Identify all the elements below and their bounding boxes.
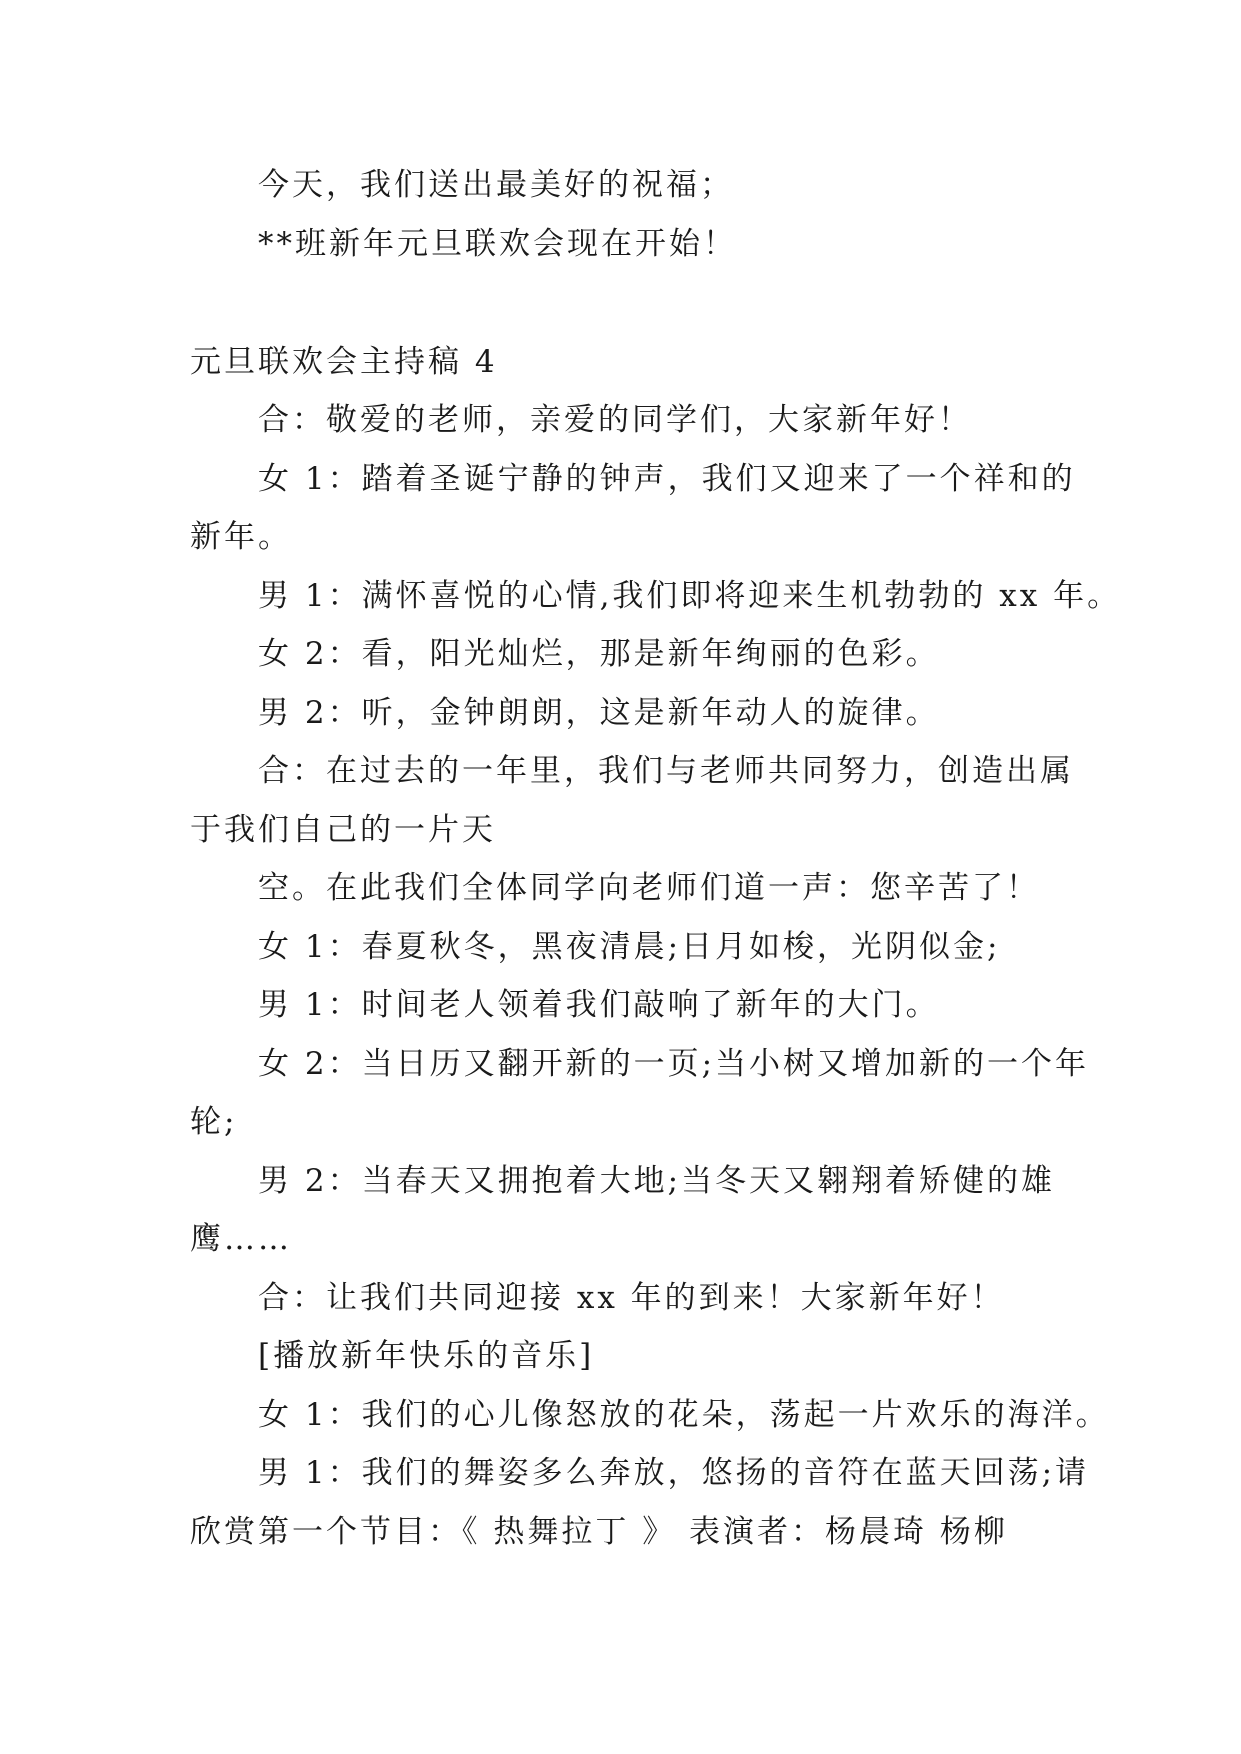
paragraph-line: 空。在此我们全体同学向老师们道一声：您辛苦了！ — [258, 870, 1040, 906]
paragraph-line: 欣赏第一个节目：《 热舞拉丁 》 表演者：杨晨琦 杨柳 — [190, 1514, 1008, 1550]
section-heading: 元旦联欢会主持稿 4 — [190, 344, 498, 380]
paragraph-line: 合：让我们共同迎接 xx 年的到来！大家新年好！ — [258, 1280, 1005, 1316]
paragraph-line: 男 1：时间老人领着我们敲响了新年的大门。 — [258, 987, 940, 1023]
paragraph-line: 女 1：春夏秋冬，黑夜清晨;日月如梭，光阴似金; — [258, 929, 1001, 965]
paragraph-line: 合：在过去的一年里，我们与老师共同努力，创造出属 — [258, 753, 1074, 789]
paragraph-line: 女 1：我们的心儿像怒放的花朵，荡起一片欢乐的海洋。 — [258, 1397, 1110, 1433]
paragraph-line: 轮; — [190, 1104, 238, 1140]
paragraph-line: [播放新年快乐的音乐] — [258, 1338, 595, 1374]
paragraph-line: 女 2：当日历又翻开新的一页;当小树又增加新的一个年 — [258, 1046, 1090, 1082]
paragraph-line: 合：敬爱的老师，亲爱的同学们，大家新年好！ — [258, 402, 972, 438]
paragraph-line: 女 1：踏着圣诞宁静的钟声，我们又迎来了一个祥和的 — [258, 461, 1076, 497]
paragraph-line: **班新年元旦联欢会现在开始！ — [258, 226, 737, 262]
paragraph-line: 今天，我们送出最美好的祝福； — [258, 167, 734, 203]
paragraph-line: 男 2：听，金钟朗朗，这是新年动人的旋律。 — [258, 695, 940, 731]
paragraph-line: 男 1：我们的舞姿多么奔放，悠扬的音符在蓝天回荡;请 — [258, 1455, 1090, 1491]
paragraph-line: 男 2：当春天又拥抱着大地;当冬天又翱翔着矫健的雄 — [258, 1163, 1056, 1199]
paragraph-line: 新年。 — [190, 519, 292, 555]
paragraph-line: 鹰…… — [190, 1221, 292, 1257]
paragraph-line: 男 1：满怀喜悦的心情,我们即将迎来生机勃勃的 xx 年。 — [258, 578, 1122, 614]
paragraph-line: 于我们自己的一片天 — [190, 812, 496, 848]
paragraph-line: 女 2：看，阳光灿烂，那是新年绚丽的色彩。 — [258, 636, 940, 672]
